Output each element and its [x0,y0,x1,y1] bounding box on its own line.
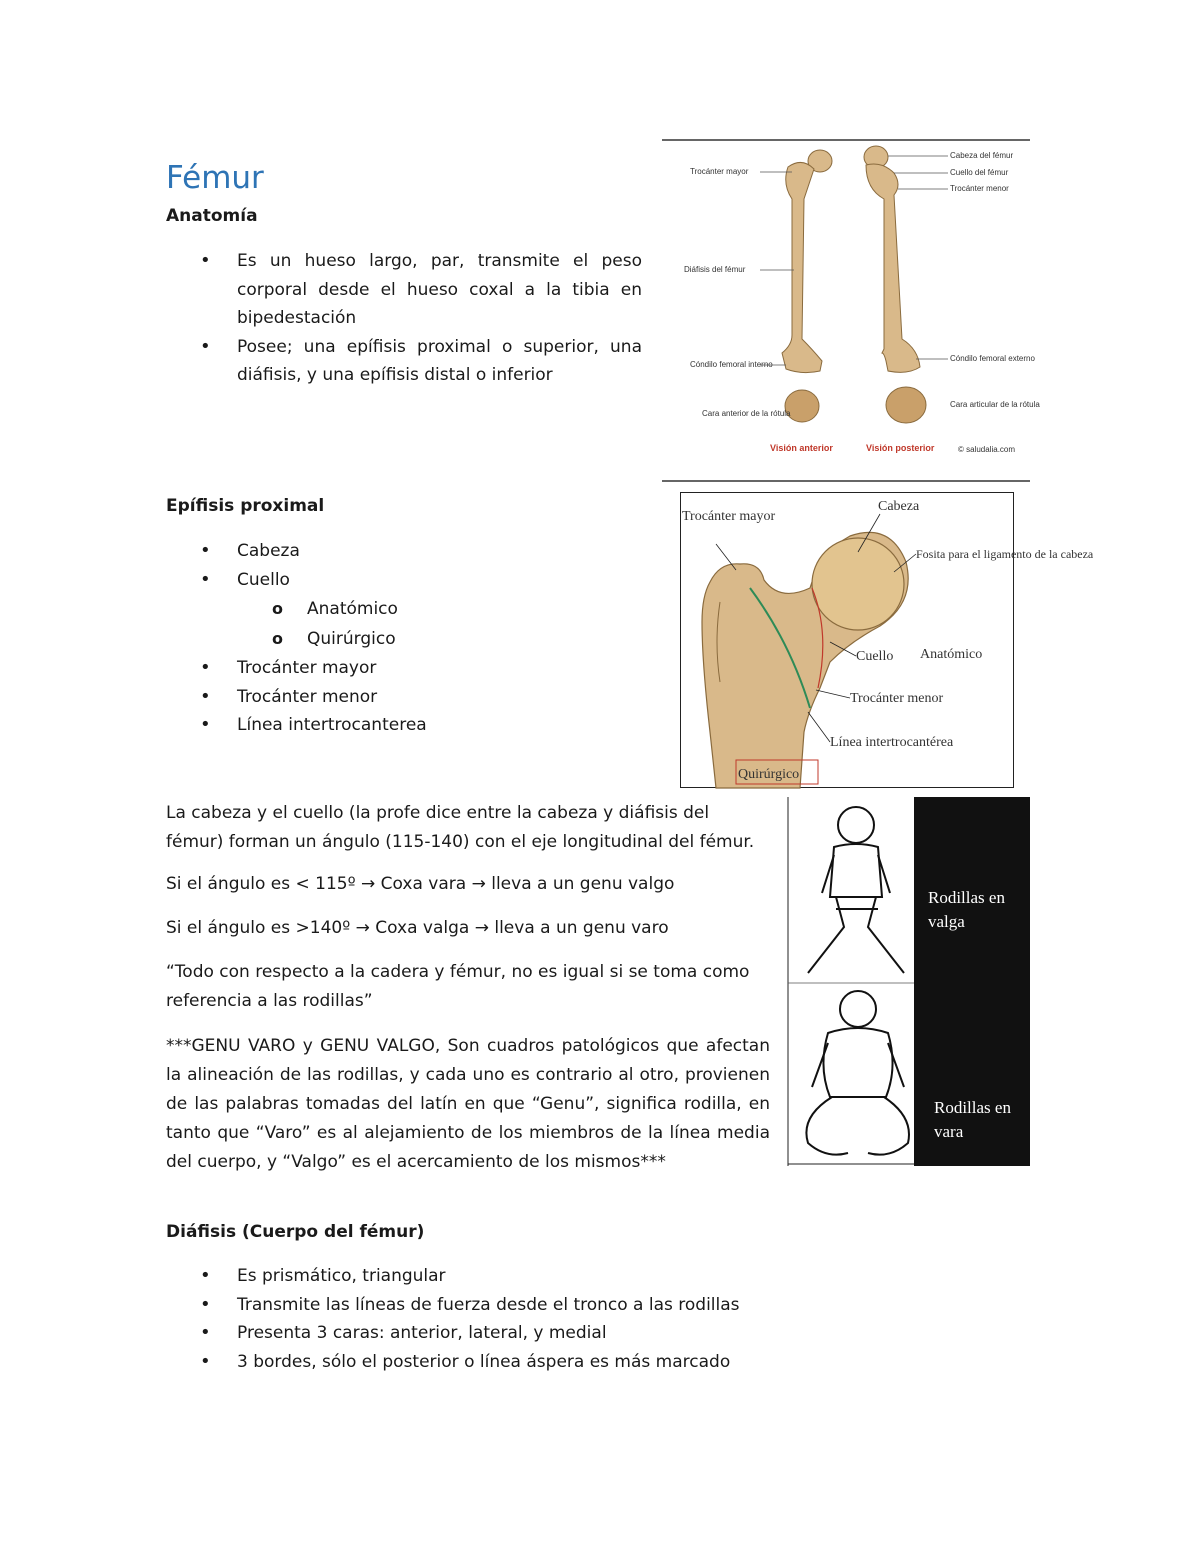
diaphysis-bullet: • Presenta 3 caras: anterior, lateral, y medial [166,1319,806,1348]
anatomy-bullet: • Posee; una epífisis proximal o superior, una diáfisis, y una epífisis distal o inferior [166,333,642,390]
quote-paragraph: “Todo con respecto a la cadera y fémur, no es igual si se toma como referencia a las rodillas” [166,962,750,1011]
label-condilo-interno: Cóndilo femoral interno [690,360,773,369]
diaphysis-bullet: • 3 bordes, sólo el posterior o línea áspera es más marcado [166,1348,806,1377]
figure-credit: © saludalia.com [958,445,1016,454]
proximal-item: • Línea intertrocanterea [166,711,636,740]
child-vara-illustration [806,991,909,1155]
page-title: Fémur [166,160,264,196]
label-quirurgico: Quirúrgico [738,767,800,782]
label-condilo-externo: Cóndilo femoral externo [950,354,1035,363]
diaphysis-heading: Diáfisis (Cuerpo del fémur) [166,1222,425,1242]
label-linea-intertrocanterea: Línea intertrocantérea [830,735,954,750]
label-cabeza: Cabeza [878,499,920,514]
genu-paragraph: ***GENU VARO y GENU VALGO, Son cuadros patológicos que afectan la alineación de las rodillas, y cada uno es contrario al otro, provienen de las palabras tomadas del latín en que “Genu”, significa rodilla, en tanto que “Varo” es al alejamiento de los miembros de la línea media del cuerpo, y “Valgo” es el acercamiento de los mismos*** [166,1036,770,1172]
label-trocanter-menor-2: Trocánter menor [850,691,944,706]
vara-label-line1: Rodillas en [934,1098,1011,1117]
proximal-femur-figure [680,492,1094,788]
label-cara-anterior: Cara anterior de la rótula [702,409,791,418]
caption-anterior: Visión anterior [770,443,833,453]
coxa-vara-line: Si el ángulo es < 115º → Coxa vara → lleva a un genu valgo [166,874,675,894]
diaphysis-bullet: • Es prismático, triangular [166,1262,806,1291]
diaphysis-list [166,1262,806,1376]
proximal-heading: Epífisis proximal [166,496,325,516]
label-cuello-femur: Cuello del fémur [950,168,1009,177]
proximal-list [166,537,636,740]
proximal-item: • Cabeza [166,537,636,566]
caption-posterior: Visión posterior [866,443,935,453]
proximal-subitem: o Quirúrgico [166,624,636,654]
proximal-item: • Trocánter mayor [166,654,636,683]
proximal-item: • Trocánter menor [166,683,636,712]
label-cabeza-femur: Cabeza del fémur [950,151,1014,160]
diaphysis-bullet: • Transmite las líneas de fuerza desde el tronco a las rodillas [166,1291,806,1320]
anatomy-bullet: • Es un hueso largo, par, transmite el peso corporal desde el hueso coxal a la tibia en bipedestación [166,247,642,333]
label-anatomico: Anatómico [920,647,983,662]
label-trocanter-mayor: Trocánter mayor [690,167,749,176]
valga-label-line2: valga [928,912,965,931]
vara-label-line2: vara [934,1122,964,1141]
proximal-item: • Cuello [166,566,636,595]
label-fosita: Fosita para el ligamento de la cabeza [916,547,1094,561]
angle-paragraph: La cabeza y el cuello (la profe dice entre la cabeza y diáfisis del fémur) forman un ángulo (115-140) con el eje longitudinal del fémur. [166,803,755,852]
label-trocanter-mayor-2: Trocánter mayor [682,509,776,524]
label-diafisis: Diáfisis del fémur [684,265,746,274]
child-valga-illustration [808,807,904,973]
anatomy-list [166,247,642,390]
anatomy-heading: Anatomía [166,206,258,226]
knees-figure [786,797,1030,1166]
label-trocanter-menor: Trocánter menor [950,184,1009,193]
label-cara-articular: Cara articular de la rótula [950,400,1040,409]
femur-views-figure [662,139,1040,482]
femur-anterior-illustration [782,150,832,422]
proximal-subitem: o Anatómico [166,594,636,624]
valga-label-line1: Rodillas en [928,888,1005,907]
coxa-valga-line: Si el ángulo es >140º → Coxa valga → lleva a un genu varo [166,918,669,938]
femur-posterior-illustration [864,146,926,423]
label-cuello: Cuello [856,649,894,664]
